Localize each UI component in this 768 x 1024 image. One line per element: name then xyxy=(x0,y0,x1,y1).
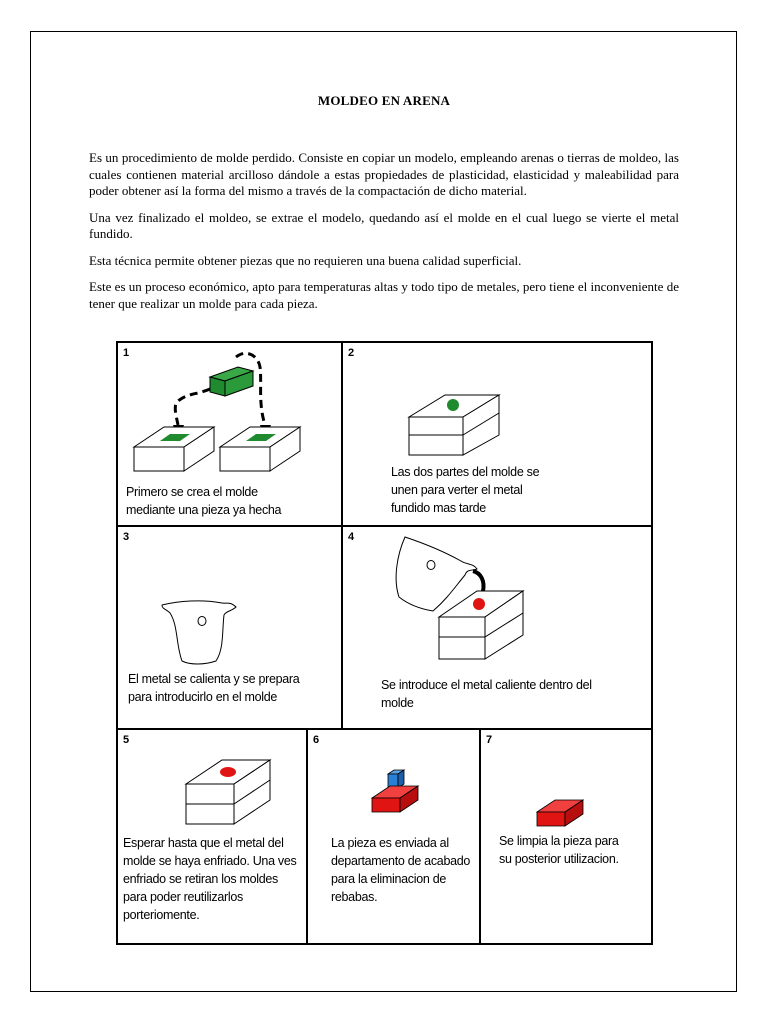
caption-line: molde se haya enfriado. Una ves xyxy=(123,854,297,868)
caption-line: Primero se crea el molde xyxy=(126,485,258,499)
step-number: 7 xyxy=(486,734,493,746)
caption-line: para poder reutilizarlos xyxy=(123,890,243,904)
caption-line: molde xyxy=(381,696,414,710)
paragraph: Esta técnica permite obtener piezas que no requieren una buena calidad superficial. xyxy=(89,252,522,268)
page-title: MOLDEO EN ARENA xyxy=(317,93,451,108)
step-number: 5 xyxy=(123,734,130,746)
paragraph: Es un procedimiento de molde perdido. Consiste en copiar un modelo, empleando arenas o tierras de moldeo, las cuales contienen material arcilloso dándole a estas propiedades de plasticidad, elasticidad y maleabilidad para poder obtener así la forma del mismo a través de la compactación de dicho material. xyxy=(89,150,679,198)
step-caption xyxy=(391,463,539,517)
caption-line: su posterior utilizacion. xyxy=(499,852,619,866)
step-number: 2 xyxy=(348,347,355,359)
step-caption xyxy=(331,834,470,906)
body-text xyxy=(89,150,679,322)
step-caption xyxy=(128,670,299,706)
caption-line: Esperar hasta que el metal del xyxy=(123,836,284,850)
caption-line: mediante una pieza ya hecha xyxy=(126,503,282,517)
step-panel-6 xyxy=(306,728,481,945)
step-panel-2 xyxy=(341,341,653,527)
step-caption xyxy=(123,834,296,924)
caption-line: Se limpia la pieza para xyxy=(499,834,619,848)
caption-line: para la eliminacion de xyxy=(331,872,447,886)
step-panel-7 xyxy=(479,728,653,945)
step-panel-4 xyxy=(341,525,653,730)
caption-line: El metal se calienta y se prepara xyxy=(128,672,300,686)
caption-line: enfriado se retiran los moldes xyxy=(123,872,278,886)
caption-line: porteriomente. xyxy=(123,908,200,922)
caption-line: fundido mas tarde xyxy=(391,501,486,515)
caption-line: departamento de acabado xyxy=(331,854,471,868)
step-number: 6 xyxy=(313,734,320,746)
caption-line: para introducirlo en el molde xyxy=(128,690,278,704)
paragraph: Este es un proceso económico, apto para temperaturas altas y todo tipo de metales, pero tiene el inconveniente de tener que realizar un molde para cada pieza. xyxy=(89,279,679,311)
caption-line: Las dos partes del molde se xyxy=(391,465,540,479)
step-number: 3 xyxy=(123,531,130,543)
step-caption xyxy=(381,676,592,712)
paragraph: Una vez finalizado el moldeo, se extrae el modelo, quedando así el molde en el cual luego se vierte el metal fundido. xyxy=(89,209,679,241)
caption-line: rebabas. xyxy=(331,890,378,904)
caption-line: La pieza es enviada al xyxy=(331,836,449,850)
caption-line: Se introduce el metal caliente dentro del xyxy=(381,678,592,692)
caption-line: unen para verter el metal xyxy=(391,483,523,497)
step-panel-3 xyxy=(116,525,343,730)
step-number: 1 xyxy=(123,347,130,359)
step-panel-1 xyxy=(116,341,343,527)
step-number: 4 xyxy=(348,531,355,543)
step-caption xyxy=(499,832,619,868)
step-caption xyxy=(126,483,281,519)
step-panel-5 xyxy=(116,728,308,945)
